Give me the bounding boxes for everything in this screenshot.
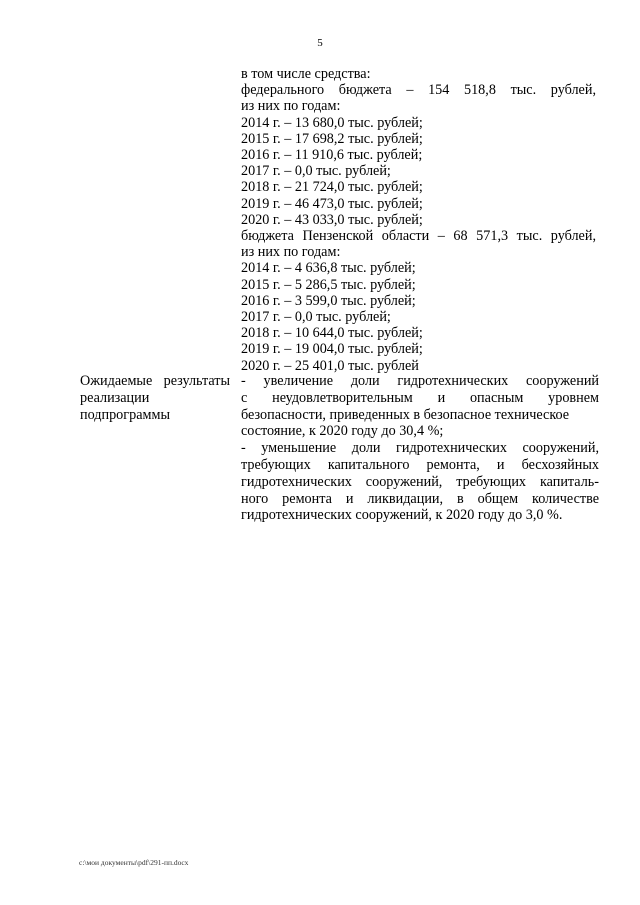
funding-line: в том числе средства: <box>241 66 371 82</box>
funding-line-year: 2018 г. – 21 724,0 тыс. рублей; <box>241 179 423 196</box>
funding-line-year: 2014 г. – 4 636,8 тыс. рублей; <box>241 260 416 277</box>
funding-line-year: 2015 г. – 5 286,5 тыс. рублей; <box>241 276 416 293</box>
funding-line: из них по годам: <box>241 244 341 261</box>
expected-results-text <box>241 373 599 524</box>
funding-sources-block <box>241 66 596 374</box>
page-number: 5 <box>317 37 323 49</box>
results-text-line: - увеличение доли гидротехнических сооружений <box>241 373 599 389</box>
funding-line-year: 2017 г. – 0,0 тыс. рублей; <box>241 309 391 326</box>
results-label-line: подпрограммы <box>80 406 170 423</box>
expected-results-label <box>80 373 230 423</box>
funding-line-year: 2015 г. – 17 698,2 тыс. рублей; <box>241 130 423 147</box>
funding-line-year: 2017 г. – 0,0 тыс. рублей; <box>241 163 391 180</box>
funding-line-year: 2014 г. – 13 680,0 тыс. рублей; <box>241 114 423 131</box>
funding-line-year: 2020 г. – 25 401,0 тыс. рублей <box>241 357 419 374</box>
funding-line-year: 2016 г. – 3 599,0 тыс. рублей; <box>241 292 416 309</box>
funding-line-year: 2019 г. – 19 004,0 тыс. рублей; <box>241 341 423 358</box>
funding-line-federal-total: федерального бюджета – 154 518,8 тыс. рублей, <box>241 82 596 99</box>
results-text-line: гидротехнических сооружений, к 2020 году до 3,0 %. <box>241 507 563 524</box>
funding-line-year: 2016 г. – 11 910,6 тыс. рублей; <box>241 147 423 164</box>
footer-file-path: c:\мои документы\pdf\291-пп.docx <box>79 858 189 867</box>
results-text-line: безопасности, приведенных в безопасное техническое <box>241 406 570 423</box>
results-text-line: требующих капитального ремонта, и бесхозяйных <box>241 456 599 473</box>
funding-line-year: 2020 г. – 43 033,0 тыс. рублей; <box>241 211 423 228</box>
results-text-line: с неудовлетворительным и опасным уровнем <box>241 389 599 406</box>
results-label-line: Ожидаемые результаты <box>80 373 230 389</box>
results-text-line: гидротехнических сооружений, требующих капиталь- <box>241 473 599 490</box>
results-text-line: ного ремонта и ликвидации, в общем количестве <box>241 490 599 507</box>
funding-line: из них по годам: <box>241 98 341 115</box>
funding-line-regional-total: бюджета Пензенской области – 68 571,3 тыс. рублей, <box>241 228 596 245</box>
results-text-line: - уменьшение доли гидротехнических сооружений, <box>241 440 599 457</box>
funding-line-year: 2018 г. – 10 644,0 тыс. рублей; <box>241 325 423 342</box>
results-label-line: реализации <box>80 389 150 406</box>
funding-line-year: 2019 г. – 46 473,0 тыс. рублей; <box>241 195 423 212</box>
results-text-line: состояние, к 2020 году до 30,4 %; <box>241 423 444 440</box>
